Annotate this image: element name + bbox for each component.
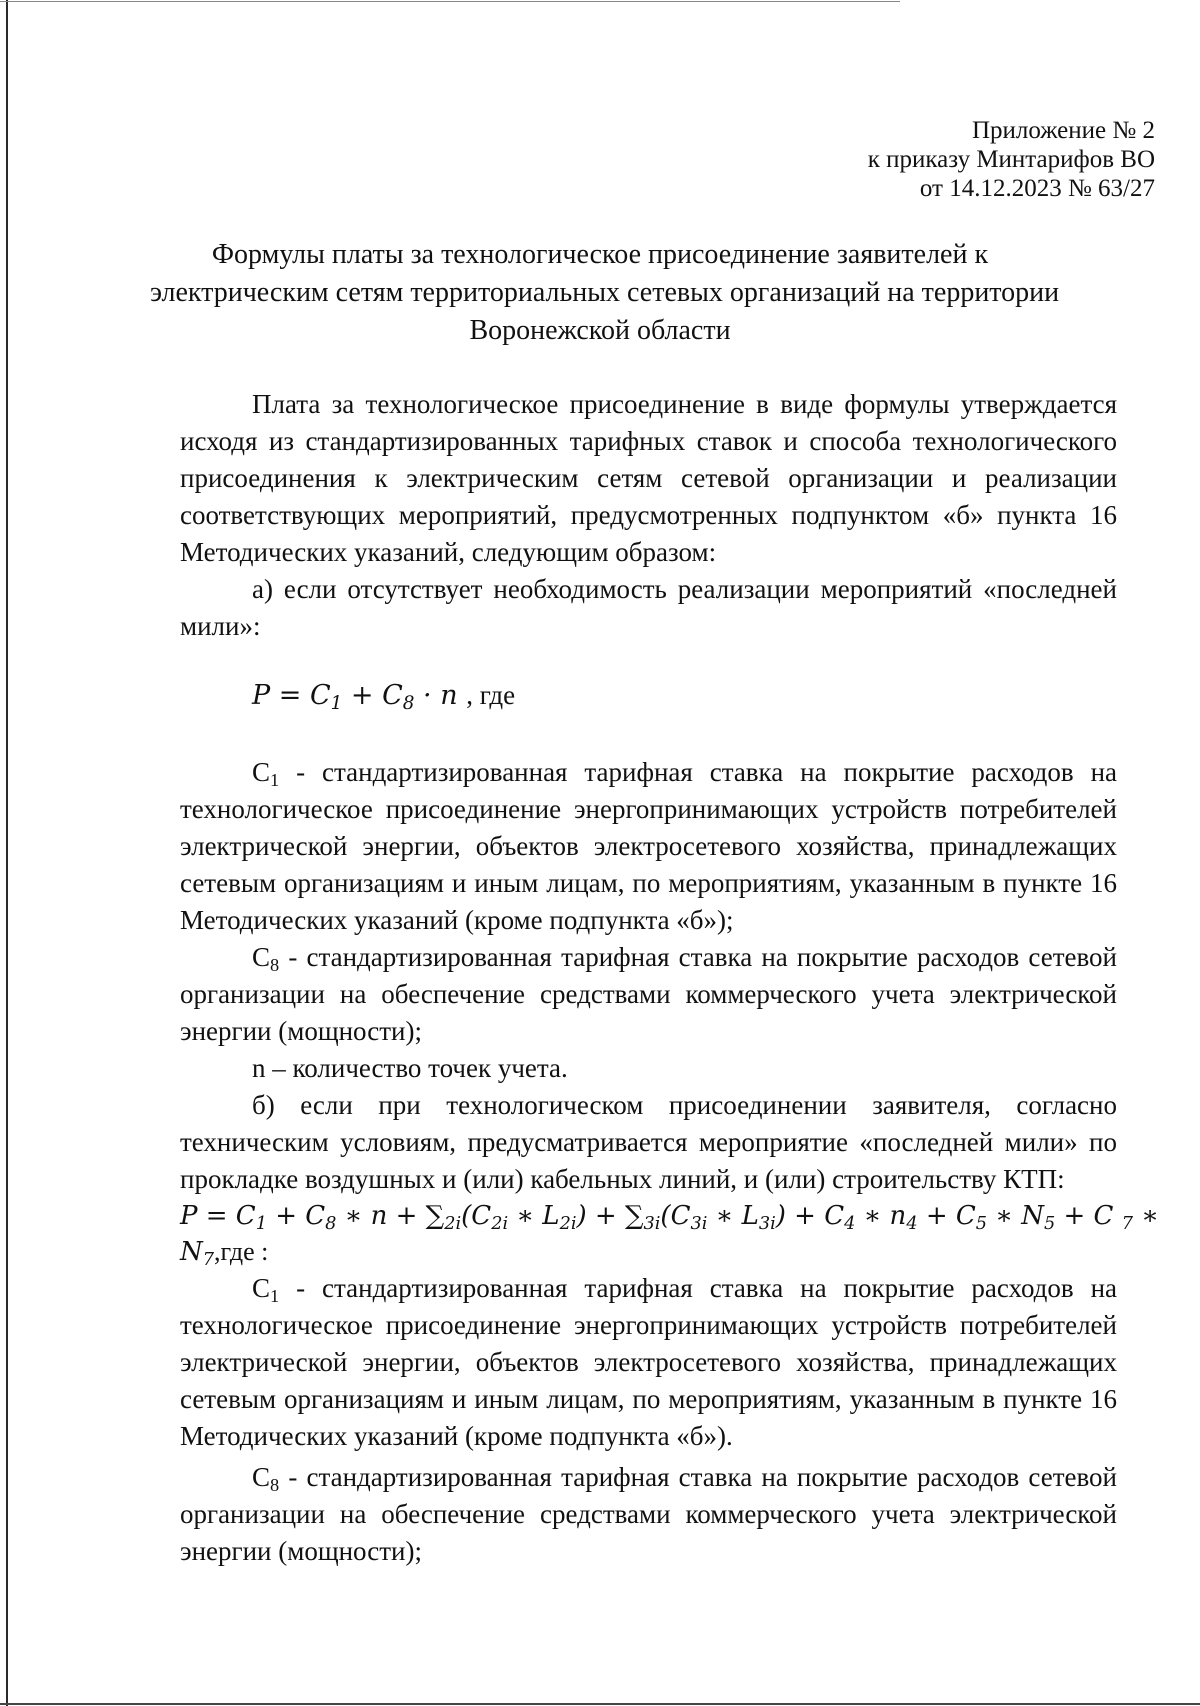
definition-n: n – количество точек учета.: [252, 1053, 568, 1083]
formula-a: $P = C_1 + C_8 \cdot n$ , где: [252, 680, 516, 715]
appendix-header: [868, 116, 1155, 203]
case-b-paragraph: б) если при технологическом присоединении заявителя, согласно техническим условиям, предусматривается мероприятие «последней мили» по прокладке воздушных и (или) кабельных линий, и (или) строительству КТП:: [180, 1090, 1117, 1194]
definition-c1-b-text: - стандартизированная тарифная ставка на покрытие расходов на технологическое присоединение энергопринимающих устройств потребителей электрической энергии, объектов электросетевого хозяйства, принадлежащих сетевым организациям и иным лицам, по мероприятиям, указанным в пункте 16 Методических указаний (кроме подпункта «б»).: [180, 1273, 1117, 1451]
intro-paragraph: Плата за технологическое присоединение в виде формулы утверждается исходя из стандартизированных тарифных ставок и способа технологического присоединения к электрическим сетям сетевой организации и реализации соответствующих мероприятий, предусмотренных подпунктом «б» пункта 16 Методических указаний, следующим образом:: [180, 389, 1117, 567]
scan-edge-left: [6, 0, 8, 1706]
formula-b-continued: $N_7,где$ :: [180, 1237, 269, 1270]
case-a-paragraph: а) если отсутствует необходимость реализации мероприятий «последней мили»:: [180, 574, 1117, 641]
definition-c8-b-text: - стандартизированная тарифная ставка на покрытие расходов сетевой организации на обеспечение средствами коммерческого учета электрической энергии (мощности);: [180, 1462, 1118, 1566]
formula-b: $P = C_1 + C_8$ ∗ $n + \sum_{2i}(C_{2i}$ ∗ $L_{2i}) + \sum_{3i}(C_{3i}$ ∗ $L_{3i}) + C_4$ ∗ $n_4 + C_5$ ∗ $N_5 + C$ $_7$ ∗: [180, 1201, 1159, 1234]
scan-edge-bottom: [0, 1703, 1200, 1705]
definition-c8-a-text: - стандартизированная тарифная ставка на покрытие расходов сетевой организации на обеспечение средствами коммерческого учета электрической энергии (мощности);: [180, 942, 1118, 1046]
definition-c1-b: $C_1$ - стандартизированная тарифная ставка на покрытие расходов на технологическое присоединение энергопринимающих устройств потребителей электрической энергии, объектов электросетевого хозяйства, принадлежащих сетевым организациям и иным лицам, по мероприятиям, указанным в пункте 16 Методических указаний (кроме подпункта «б»).: [180, 1273, 1117, 1451]
scan-edge-top: [0, 1, 900, 2]
appendix-number: Приложение № 2: [971, 117, 1155, 144]
document-title: [150, 236, 1060, 350]
title-line-3: Воронежской области: [469, 315, 731, 346]
definition-c8-a: $C_8$ - стандартизированная тарифная ставка на покрытие расходов сетевой организации на обеспечение средствами коммерческого учета электрической энергии (мощности);: [180, 942, 1118, 1046]
document-body: [180, 386, 1159, 1570]
appendix-order-ref: к приказу Минтарифов ВО: [867, 146, 1155, 173]
definition-c1-a: $C_1$ - стандартизированная тарифная ставка на покрытие расходов на технологическое присоединение энергопринимающих устройств потребителей электрической энергии, объектов электросетевого хозяйства, принадлежащих сетевым организациям и иным лицам, по мероприятиям, указанным в пункте 16 Методических указаний (кроме подпункта «б»);: [180, 757, 1117, 935]
definition-c8-b: $C_8$ - стандартизированная тарифная ставка на покрытие расходов сетевой организации на обеспечение средствами коммерческого учета электрической энергии (мощности);: [180, 1462, 1118, 1566]
appendix-order-date: от 14.12.2023 № 63/27: [919, 175, 1155, 202]
title-line-1: Формулы платы за технологическое присоединение заявителей к: [211, 239, 989, 270]
formula-a-suffix: , где: [466, 680, 516, 710]
definition-c1-a-text: - стандартизированная тарифная ставка на покрытие расходов на технологическое присоединение энергопринимающих устройств потребителей электрической энергии, объектов электросетевого хозяйства, принадлежащих сетевым организациям и иным лицам, по мероприятиям, указанным в пункте 16 Методических указаний (кроме подпункта «б»);: [180, 757, 1117, 935]
formula-b-suffix: ,где :: [214, 1237, 269, 1266]
title-line-2: электрическим сетям территориальных сетевых организаций на территории: [150, 277, 1060, 308]
